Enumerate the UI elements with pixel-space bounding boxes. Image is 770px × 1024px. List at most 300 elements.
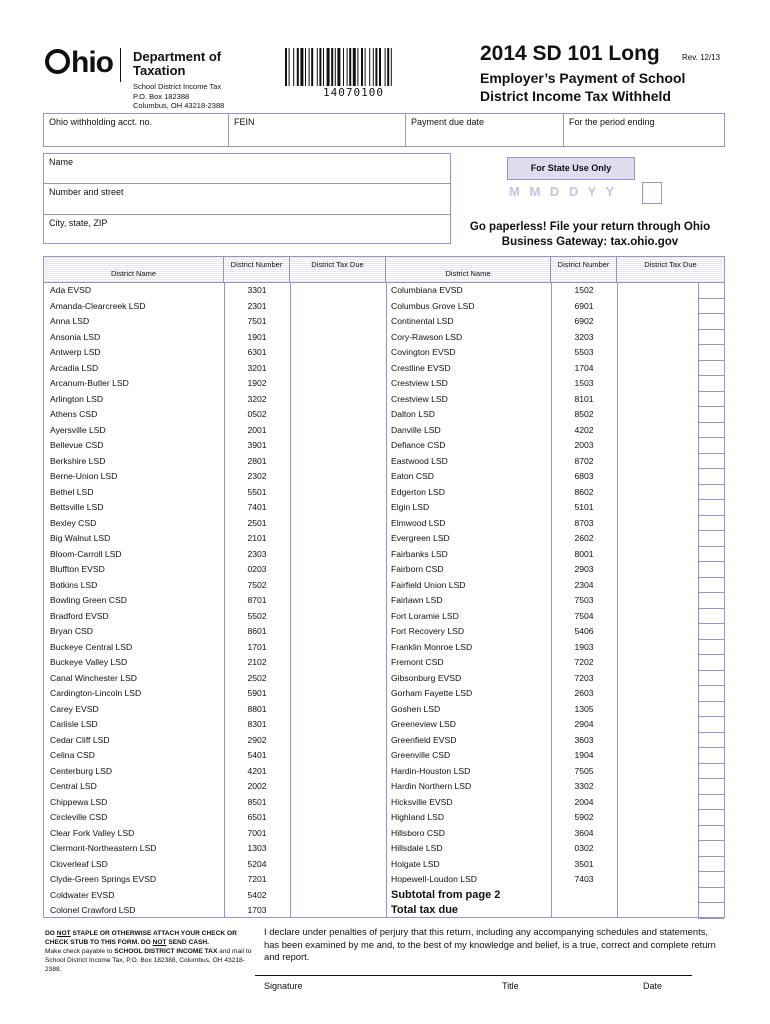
address-line2: P.O. Box 182388 xyxy=(133,91,190,101)
payment-instructions xyxy=(45,929,255,974)
state-use-date-placeholder: M M D D Y Y xyxy=(509,184,618,199)
district-number-cell: 7403 xyxy=(574,874,594,884)
ohio-logo xyxy=(45,46,113,80)
table-row xyxy=(44,578,724,594)
district-name-cell: Bryan CSD xyxy=(50,626,93,636)
district-name-cell: Berne-Union LSD xyxy=(50,471,118,481)
district-number-cell: 4201 xyxy=(247,765,267,776)
district-number-cell: 8101 xyxy=(574,393,594,404)
district-name-cell: Athens CSD xyxy=(50,409,98,419)
district-number-cell: 1305 xyxy=(574,703,594,714)
tax-due-cents-line xyxy=(698,856,724,857)
tax-due-cents-line xyxy=(698,794,724,795)
district-rows xyxy=(44,283,724,919)
period-ending-label: For the period ending xyxy=(569,117,655,127)
tax-due-cents-line xyxy=(698,918,724,919)
tax-due-cents-line xyxy=(698,360,724,361)
district-name-cell: Bowling Green CSD xyxy=(50,595,127,605)
district-name-cell: Fremont CSD xyxy=(391,657,444,667)
district-number-cell: 7401 xyxy=(247,502,267,512)
header-district-number-left: District Number xyxy=(224,257,290,283)
district-name-cell: Crestview LSD xyxy=(391,393,448,404)
form-title: 2014 SD 101 Long xyxy=(480,42,660,65)
district-name-cell: Carey EVSD xyxy=(50,703,99,714)
district-name-cell: Cory-Rawson LSD xyxy=(391,331,463,342)
district-name-cell: Continental LSD xyxy=(391,316,454,326)
district-name-cell: Buckeye Central LSD xyxy=(50,641,133,652)
district-number-cell: 5204 xyxy=(247,858,267,869)
district-name-cell: Bexley CSD xyxy=(50,517,97,528)
district-name-cell: Edgerton LSD xyxy=(391,486,445,497)
district-name-cell: Botkins LSD xyxy=(50,579,98,590)
barcode-icon xyxy=(285,48,417,86)
tax-due-cents-line xyxy=(698,422,724,423)
state-use-checkbox xyxy=(642,182,662,204)
district-name-cell: Fairfield Union LSD xyxy=(391,579,466,590)
district-number-cell: 1904 xyxy=(574,750,594,760)
header-district-name-left: District Name xyxy=(44,257,224,283)
tax-due-cents-line xyxy=(698,871,724,872)
table-row xyxy=(44,392,724,408)
district-name-cell: Hillsdale LSD xyxy=(391,843,443,853)
header-district-number-right: District Number xyxy=(551,257,617,283)
district-number-cell: 2904 xyxy=(574,719,594,729)
district-name-cell: Bluffton EVSD xyxy=(50,564,105,574)
district-number-cell: 8701 xyxy=(247,595,267,605)
district-name-cell: Greeneview LSD xyxy=(391,719,456,729)
subtitle-line1: Employer’s Payment of School xyxy=(480,70,686,86)
department-line1: Department of xyxy=(133,49,222,64)
district-number-cell: 2302 xyxy=(247,471,267,481)
tax-due-cents-line xyxy=(698,577,724,578)
district-number-cell: 3302 xyxy=(574,781,594,791)
form-subtitle xyxy=(480,69,685,105)
district-name-cell: Colonel Crawford LSD xyxy=(50,905,136,915)
district-number-cell: 3604 xyxy=(574,827,594,838)
district-number-cell: 8703 xyxy=(574,517,594,528)
district-number-cell: 3202 xyxy=(247,393,267,404)
table-row xyxy=(44,810,724,826)
district-name-cell: Defiance CSD xyxy=(391,440,446,450)
tax-due-cents-line xyxy=(698,344,724,345)
tax-due-cents-line xyxy=(698,747,724,748)
header-district-tax-due-right: District Tax Due xyxy=(617,257,724,283)
tax-due-cents-line xyxy=(698,825,724,826)
district-number-cell: 5502 xyxy=(247,610,267,621)
street-label: Number and street xyxy=(49,187,124,197)
district-number-cell: 7504 xyxy=(574,610,594,621)
table-row xyxy=(44,671,724,687)
district-number-cell: 7501 xyxy=(247,316,267,326)
district-name-cell: Antwerp LSD xyxy=(50,347,101,357)
district-number-cell: 4202 xyxy=(574,424,594,435)
district-number-cell: 3201 xyxy=(247,362,267,373)
district-name-cell: Covington EVSD xyxy=(391,347,456,357)
district-number-cell: 7505 xyxy=(574,765,594,776)
tax-due-cents-line xyxy=(698,670,724,671)
subtitle-line2: District Income Tax Withheld xyxy=(480,88,671,104)
tax-due-cents-line xyxy=(698,468,724,469)
address-line3: Columbus, OH 43218-2388 xyxy=(133,101,225,110)
district-name-cell: Coldwater EVSD xyxy=(50,889,115,900)
district-number-cell: 6901 xyxy=(574,300,594,311)
district-number-cell: 7503 xyxy=(574,595,594,605)
district-name-cell: Fairborn CSD xyxy=(391,564,444,574)
district-number-cell: 7001 xyxy=(247,827,267,838)
tax-due-cents-line xyxy=(698,546,724,547)
total-tax-due-label: Total tax due xyxy=(391,904,459,916)
district-table xyxy=(43,256,725,918)
district-number-cell: 3901 xyxy=(247,440,267,450)
district-name-cell: Columbus Grove LSD xyxy=(391,300,475,311)
table-row xyxy=(44,826,724,842)
district-number-cell: 7202 xyxy=(574,657,594,667)
fein-label: FEIN xyxy=(234,117,255,127)
district-name-cell: Clermont-Northeastern LSD xyxy=(50,843,157,853)
district-number-cell: 1303 xyxy=(247,843,267,853)
district-name-cell: Hardin Northern LSD xyxy=(391,781,472,791)
signature-label: Signature xyxy=(264,981,303,991)
barcode-number: 14070100 xyxy=(323,86,384,99)
fein-field[interactable] xyxy=(229,114,406,146)
district-number-cell: 8601 xyxy=(247,626,267,636)
district-number-cell: 2004 xyxy=(574,796,594,807)
table-row xyxy=(44,485,724,501)
withholding-acct-field[interactable] xyxy=(44,114,229,146)
district-name-cell: Arcadia LSD xyxy=(50,362,99,373)
district-name-cell: Hardin-Houston LSD xyxy=(391,765,471,776)
district-number-cell: 2003 xyxy=(574,440,594,450)
table-row xyxy=(44,609,724,625)
district-name-cell: Elgin LSD xyxy=(391,502,430,512)
header-district-tax-due-left: District Tax Due xyxy=(290,257,386,283)
tax-due-cents-line xyxy=(698,763,724,764)
district-number-cell: 2502 xyxy=(247,672,267,683)
tax-due-cents-line xyxy=(698,778,724,779)
district-name-cell: Fairlawn LSD xyxy=(391,595,443,605)
district-name-cell: Bellevue CSD xyxy=(50,440,104,450)
district-number-cell: 2903 xyxy=(574,564,594,574)
table-row xyxy=(44,888,724,904)
district-number-cell: 0502 xyxy=(247,409,267,419)
tax-due-cents-line xyxy=(698,732,724,733)
district-number-cell: 7203 xyxy=(574,672,594,683)
district-name-cell: Franklin Monroe LSD xyxy=(391,641,473,652)
mailing-instructions: Make check payable to SCHOOL DISTRICT INCOME TAX and mail to School District Income Tax, P.O. Box 182388, Columbus, OH 43218-2388. xyxy=(45,948,252,973)
district-name-cell: Centerburg LSD xyxy=(50,765,113,776)
district-name-cell: Berkshire LSD xyxy=(50,455,106,466)
district-name-cell: Greenville CSD xyxy=(391,750,451,760)
table-row xyxy=(44,407,724,423)
district-number-cell: 5402 xyxy=(247,889,267,900)
district-name-cell: Holgate LSD xyxy=(391,858,440,869)
district-number-cell: 8301 xyxy=(247,719,267,729)
district-number-cell: 1704 xyxy=(574,362,594,373)
district-name-cell: Evergreen LSD xyxy=(391,533,450,543)
district-name-cell: Eastwood LSD xyxy=(391,455,448,466)
table-row xyxy=(44,702,724,718)
district-name-cell: Circleville CSD xyxy=(50,812,108,822)
district-number-cell: 1902 xyxy=(247,378,267,388)
district-name-cell: Fairbanks LSD xyxy=(391,548,448,559)
district-name-cell: Big Walnut LSD xyxy=(50,533,111,543)
tax-due-cents-line xyxy=(698,484,724,485)
district-number-cell: 3301 xyxy=(247,285,267,295)
header-district-name-right: District Name xyxy=(386,257,551,283)
district-number-cell: 1903 xyxy=(574,641,594,652)
table-row xyxy=(44,423,724,439)
city-label: City, state, ZIP xyxy=(49,218,108,228)
district-number-cell: 2501 xyxy=(247,517,267,528)
district-name-cell: Bettsville LSD xyxy=(50,502,104,512)
table-row xyxy=(44,283,724,299)
district-name-cell: Crestview LSD xyxy=(391,378,448,388)
withholding-acct-label: Ohio withholding acct. no. xyxy=(49,117,153,127)
district-name-cell: Hicksville EVSD xyxy=(391,796,453,807)
department-line2: Taxation xyxy=(133,63,186,78)
table-row xyxy=(44,748,724,764)
department-name xyxy=(133,50,221,78)
district-name-cell: Chippewa LSD xyxy=(50,796,108,807)
district-name-cell: Ada EVSD xyxy=(50,285,92,295)
district-name-cell: Arcanum-Butler LSD xyxy=(50,378,129,388)
city-field[interactable] xyxy=(44,215,450,243)
tax-due-cents-line xyxy=(698,561,724,562)
district-number-cell: 5401 xyxy=(247,750,267,760)
table-row xyxy=(44,547,724,563)
district-number-cell: 8001 xyxy=(574,548,594,559)
table-row xyxy=(44,764,724,780)
district-number-cell: 2303 xyxy=(247,548,267,559)
payment-due-field[interactable] xyxy=(406,114,564,146)
district-name-cell: Amanda-Clearcreek LSD xyxy=(50,300,146,311)
name-address-block xyxy=(43,153,451,244)
table-row xyxy=(44,717,724,733)
tax-due-cents-line xyxy=(698,375,724,376)
table-row xyxy=(44,531,724,547)
district-name-cell: Buckeye Valley LSD xyxy=(50,657,128,667)
district-number-cell: 1502 xyxy=(574,285,594,295)
district-name-cell: Bethel LSD xyxy=(50,486,94,497)
table-row xyxy=(44,314,724,330)
mailing-address xyxy=(133,82,224,111)
table-row xyxy=(44,857,724,873)
ohio-logo-o-icon xyxy=(45,49,70,74)
address-line1: School District Income Tax xyxy=(133,82,222,91)
district-name-cell: Danville LSD xyxy=(391,424,441,435)
district-number-cell: 6902 xyxy=(574,316,594,326)
table-row xyxy=(44,686,724,702)
subtotal-label: Subtotal from page 2 xyxy=(391,888,501,901)
state-use-label: For State Use Only xyxy=(507,157,635,180)
table-row xyxy=(44,562,724,578)
date-label: Date xyxy=(643,981,663,991)
district-number-cell: 0302 xyxy=(574,843,594,853)
district-name-cell: Canal Winchester LSD xyxy=(50,672,137,683)
payment-due-label: Payment due date xyxy=(411,117,485,127)
tax-due-cents-line xyxy=(698,313,724,314)
table-row xyxy=(44,872,724,888)
tax-due-cents-line xyxy=(698,437,724,438)
tax-due-cents-line xyxy=(698,902,724,903)
tax-due-cents-line xyxy=(698,453,724,454)
tax-due-cents-line xyxy=(698,592,724,593)
logo-divider xyxy=(120,48,121,82)
district-number-cell: 2801 xyxy=(247,455,267,466)
tax-due-cents-line xyxy=(698,809,724,810)
tax-due-cents-line xyxy=(698,530,724,531)
district-name-cell: Clear Fork Valley LSD xyxy=(50,827,135,838)
table-row xyxy=(44,624,724,640)
ohio-logo-text: hio xyxy=(71,46,113,79)
tax-due-cents-line xyxy=(698,887,724,888)
table-row xyxy=(44,733,724,749)
district-name-cell: Bradford EVSD xyxy=(50,610,109,621)
district-name-cell: Anna LSD xyxy=(50,316,90,326)
district-name-cell: Hillsboro CSD xyxy=(391,827,445,838)
table-row xyxy=(44,516,724,532)
district-number-cell: 2301 xyxy=(247,300,267,311)
table-row xyxy=(44,655,724,671)
account-info-row xyxy=(43,113,725,147)
district-name-cell: Cedar Cliff LSD xyxy=(50,734,110,745)
tax-due-cents-line xyxy=(698,391,724,392)
district-name-cell: Carlisle LSD xyxy=(50,719,98,729)
paperless-notice xyxy=(455,220,725,250)
district-name-cell: Arlington LSD xyxy=(50,393,104,404)
tax-due-cents-line xyxy=(698,701,724,702)
district-name-cell: Dalton LSD xyxy=(391,409,435,419)
district-number-cell: 0203 xyxy=(247,564,267,574)
district-number-cell: 2002 xyxy=(247,781,267,791)
district-number-cell: 7502 xyxy=(247,579,267,590)
district-number-cell: 2101 xyxy=(247,533,267,543)
district-number-cell: 5101 xyxy=(574,502,594,512)
table-row xyxy=(44,795,724,811)
table-row xyxy=(44,330,724,346)
table-row xyxy=(44,345,724,361)
tax-due-cents-line xyxy=(698,406,724,407)
paperless-line1: Go paperless! File your return through Ohio xyxy=(469,221,711,233)
table-row xyxy=(44,841,724,857)
district-number-cell: 1901 xyxy=(247,331,267,342)
table-row xyxy=(44,299,724,315)
title-label: Title xyxy=(502,981,519,991)
table-row xyxy=(44,376,724,392)
tax-due-cents-line xyxy=(698,499,724,500)
tax-due-cents-line xyxy=(698,840,724,841)
paperless-line2: Business Gateway: tax.ohio.gov xyxy=(501,236,679,248)
table-row xyxy=(44,903,724,919)
table-row xyxy=(44,361,724,377)
district-number-cell: 8501 xyxy=(247,796,267,807)
district-name-cell: Cardington-Lincoln LSD xyxy=(50,688,142,698)
revision-date: Rev. 12/13 xyxy=(682,53,721,62)
district-number-cell: 8702 xyxy=(574,455,594,466)
district-name-cell: Celina CSD xyxy=(50,750,95,760)
district-number-cell: 6501 xyxy=(247,812,267,822)
district-number-cell: 5501 xyxy=(247,486,267,497)
district-number-cell: 7201 xyxy=(247,874,267,884)
district-number-cell: 8801 xyxy=(247,703,267,714)
district-number-cell: 6803 xyxy=(574,471,594,481)
district-number-cell: 2304 xyxy=(574,579,594,590)
district-name-cell: Clyde-Green Springs EVSD xyxy=(50,874,157,884)
district-number-cell: 3603 xyxy=(574,734,594,745)
district-number-cell: 8502 xyxy=(574,409,594,419)
district-number-cell: 5902 xyxy=(574,812,594,822)
district-name-cell: Eaton CSD xyxy=(391,471,434,481)
district-name-cell: Hopewell-Loudon LSD xyxy=(391,874,477,884)
district-number-cell: 2001 xyxy=(247,424,267,435)
district-name-cell: Columbiana EVSD xyxy=(391,285,463,295)
name-field[interactable] xyxy=(44,154,450,184)
district-number-cell: 2602 xyxy=(574,533,594,543)
table-row xyxy=(44,454,724,470)
perjury-declaration: I declare under penalties of perjury that this return, including any accompanying schedules and statements, has been examined by me and, to the best of my knowledge and belief, is a true, correct and complete return and report. xyxy=(264,926,716,962)
district-number-cell: 3203 xyxy=(574,331,594,342)
tax-due-cents-line xyxy=(698,608,724,609)
tax-due-cents-line xyxy=(698,639,724,640)
district-name-cell: Ansonia LSD xyxy=(50,331,101,342)
tax-due-cents-line xyxy=(698,329,724,330)
district-name-cell: Cloverleaf LSD xyxy=(50,858,108,869)
district-name-cell: Bloom-Carroll LSD xyxy=(50,548,122,559)
district-number-cell: 5901 xyxy=(247,688,267,698)
district-number-cell: 5503 xyxy=(574,347,594,357)
district-name-cell: Ayersville LSD xyxy=(50,424,106,435)
district-number-cell: 8602 xyxy=(574,486,594,497)
district-number-cell: 2902 xyxy=(247,734,267,745)
table-row xyxy=(44,500,724,516)
district-name-cell: Greenfield EVSD xyxy=(391,734,457,745)
district-name-cell: Fort Loramie LSD xyxy=(391,610,459,621)
street-field[interactable] xyxy=(44,184,450,215)
table-row xyxy=(44,640,724,656)
district-number-cell: 6301 xyxy=(247,347,267,357)
district-number-cell: 5406 xyxy=(574,626,594,636)
district-number-cell: 2603 xyxy=(574,688,594,698)
signature-line[interactable] xyxy=(255,975,692,976)
tax-due-cents-line xyxy=(698,654,724,655)
district-name-cell: Highland LSD xyxy=(391,812,445,822)
period-ending-field[interactable] xyxy=(564,114,724,146)
district-name-cell: Crestline EVSD xyxy=(391,362,451,373)
district-number-cell: 1701 xyxy=(247,641,267,652)
district-number-cell: 1503 xyxy=(574,378,594,388)
district-name-cell: Central LSD xyxy=(50,781,97,791)
tax-due-cents-line xyxy=(698,685,724,686)
district-number-cell: 3501 xyxy=(574,858,594,869)
table-row xyxy=(44,779,724,795)
district-name-cell: Fort Recovery LSD xyxy=(391,626,465,636)
district-name-cell: Elmwood LSD xyxy=(391,517,446,528)
district-name-cell: Gibsonburg EVSD xyxy=(391,672,462,683)
tax-due-cents-line xyxy=(698,515,724,516)
tax-due-cents-line xyxy=(698,716,724,717)
table-row xyxy=(44,593,724,609)
district-name-cell: Gorham Fayette LSD xyxy=(391,688,473,698)
name-label: Name xyxy=(49,157,74,167)
district-number-cell: 1703 xyxy=(247,905,267,915)
tax-due-cents-line xyxy=(698,298,724,299)
table-row xyxy=(44,469,724,485)
table-row xyxy=(44,438,724,454)
district-number-cell: 2102 xyxy=(247,657,267,667)
tax-due-cents-line xyxy=(698,623,724,624)
district-name-cell: Goshen LSD xyxy=(391,703,441,714)
staple-warning: DO NOT STAPLE OR OTHERWISE ATTACH YOUR CHECK OR CHECK STUB TO THIS FORM. DO NOT SEND CASH. xyxy=(45,930,237,946)
